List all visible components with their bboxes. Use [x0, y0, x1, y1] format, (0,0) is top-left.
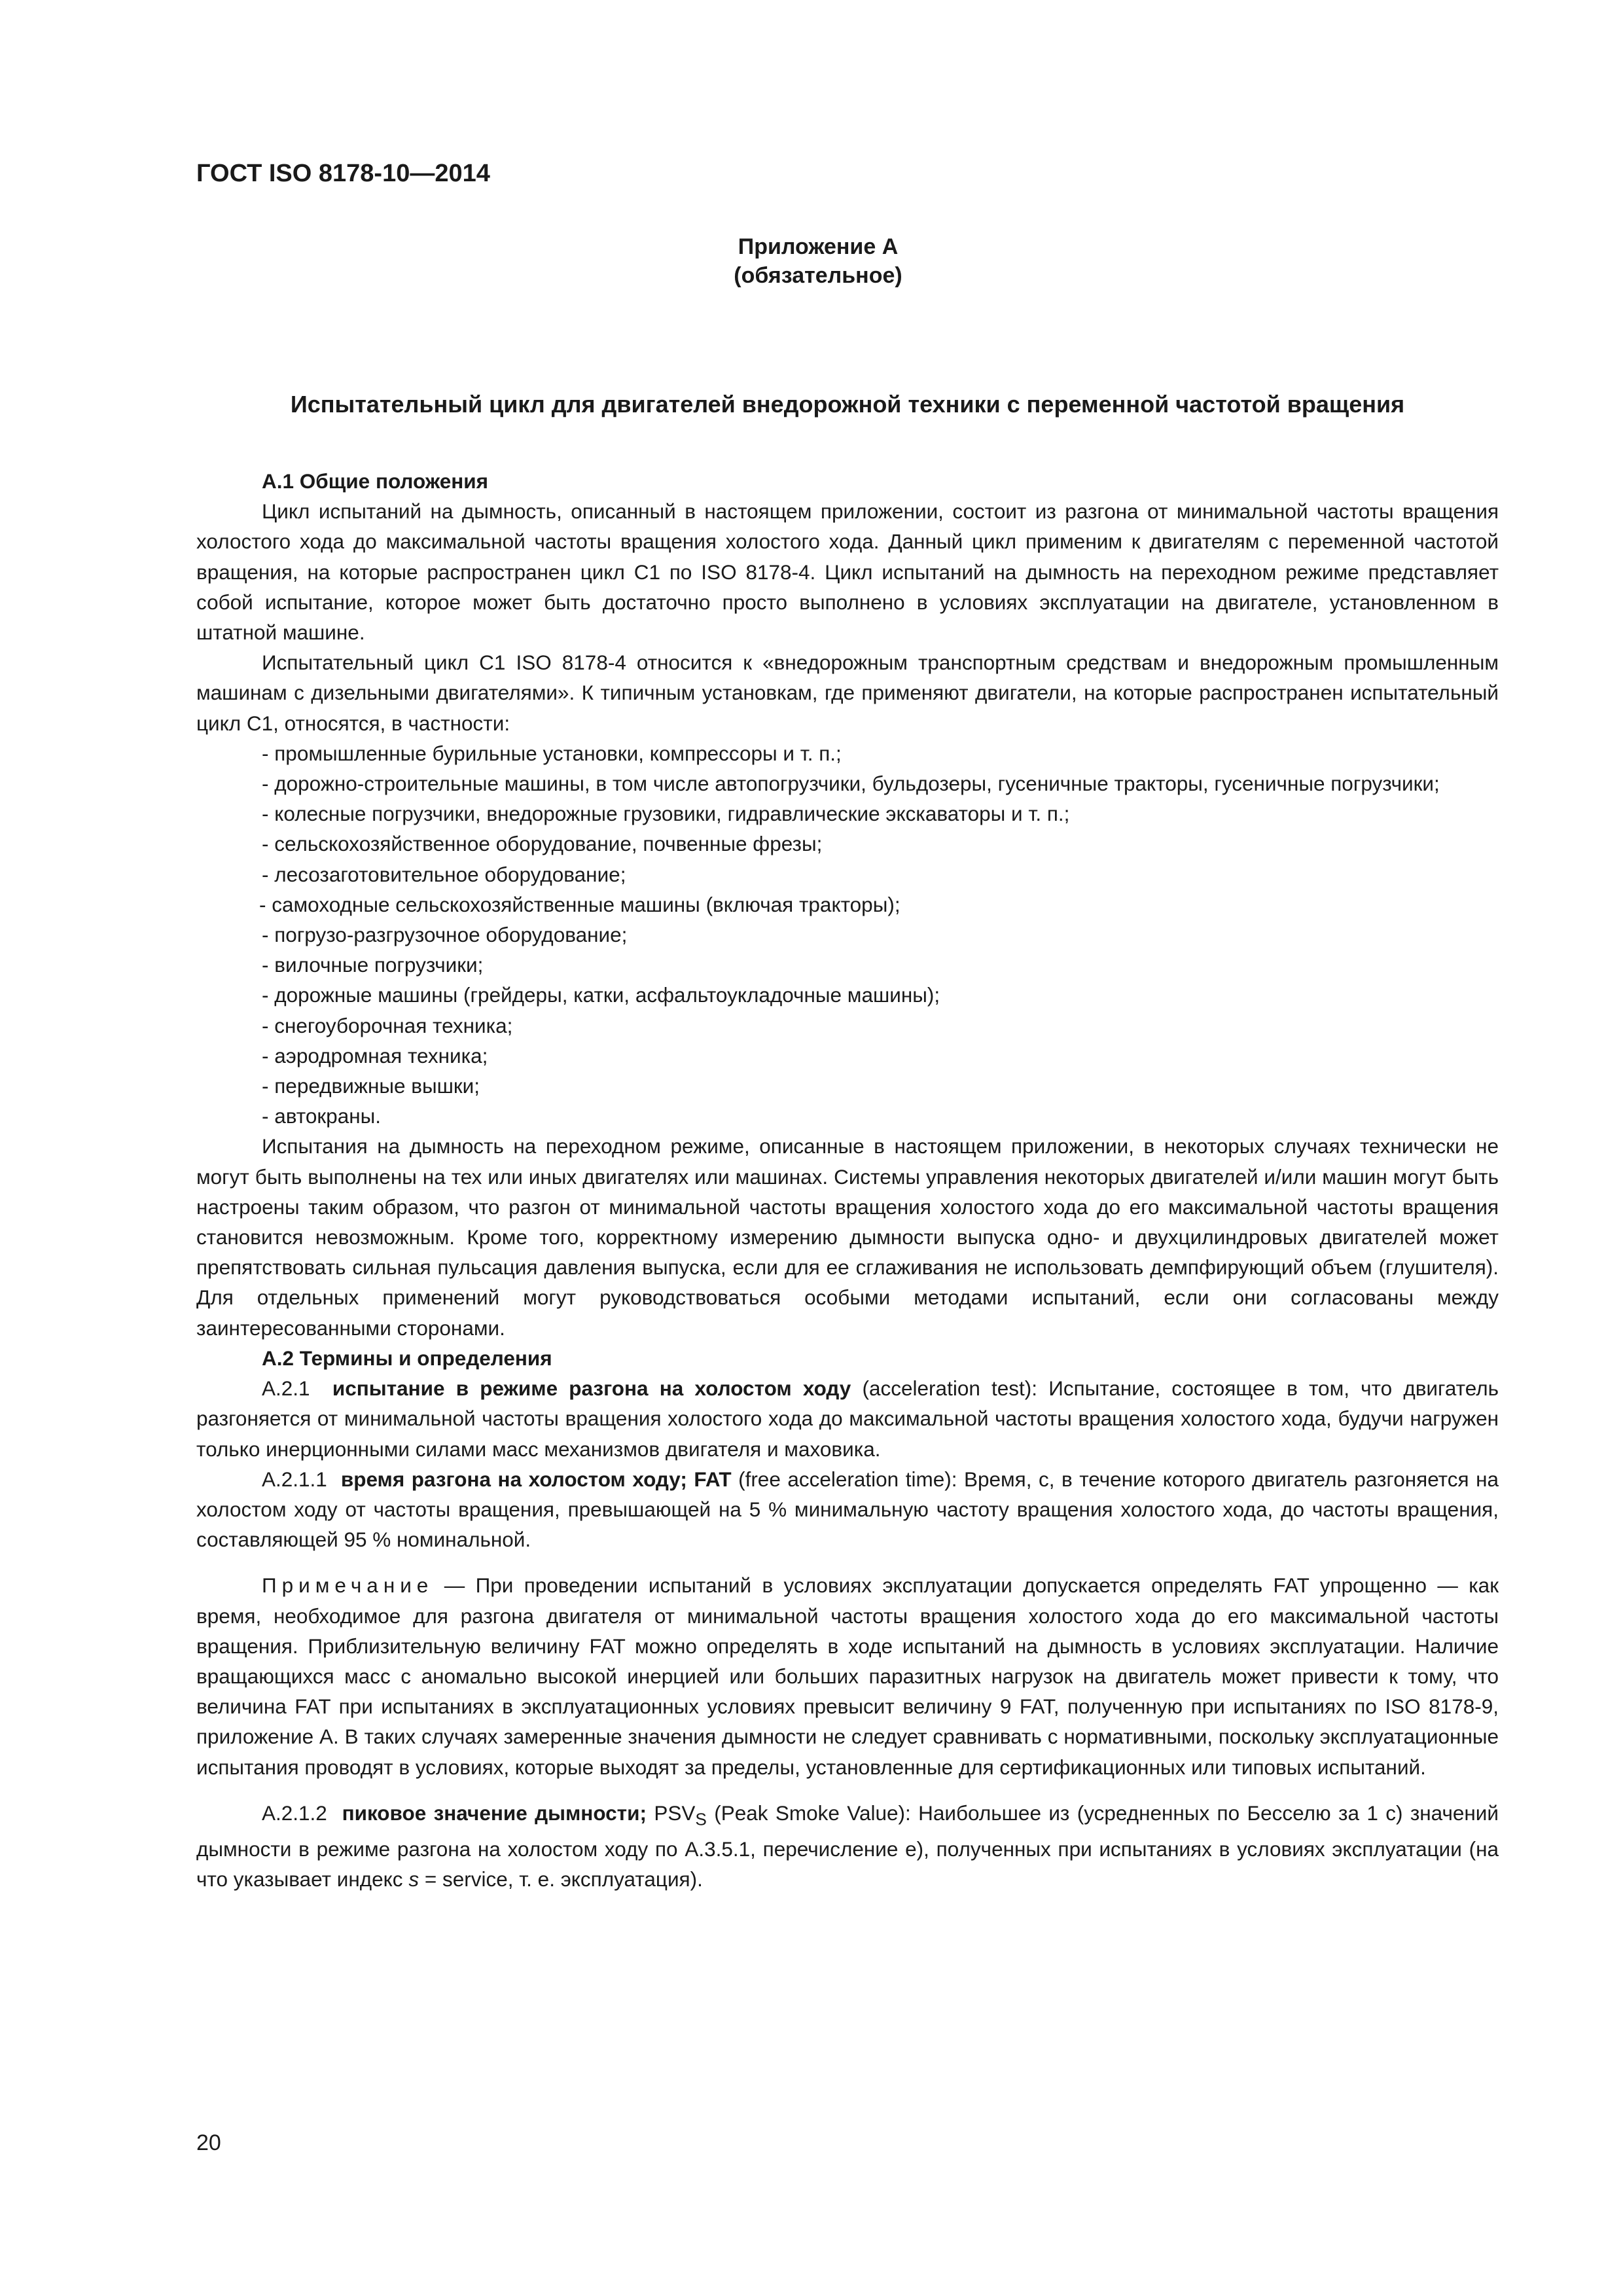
list-item: - автокраны.	[262, 1104, 382, 1128]
list-item: - колесные погрузчики, внедорожные грузовики, гидравлические экскаваторы и т. п.;	[262, 802, 1070, 826]
list-item: - аэродромная техника;	[262, 1043, 488, 1067]
definition-text: (acceleration test): Испытание, состоящее в том, что двигатель разгоняется от минимальной частоты вращения холостого хода до максимальной частоты вращения холостого хода, будучи нагружен только инерционными силами масс механизмов двигателя и маховика.	[196, 1376, 1499, 1461]
document-designation: ГОСТ ISO 8178-10—2014	[196, 160, 490, 187]
list-item: - лесозаготовительное оборудование;	[262, 862, 626, 886]
list-item: - вилочные погрузчики;	[262, 953, 484, 977]
page-number: 20	[196, 2130, 221, 2155]
list-item: - дорожные машины (грейдеры, катки, асфальтоукладочные машины);	[262, 983, 940, 1007]
paragraph: Испытания на дымность на переходном режиме, описанные в настоящем приложении, в некоторых случаях технически не могут быть выполнены на тех или иных двигателях или машинах. Системы управления некоторых двигателей и/или машин могут быть настроены таким образом, что разгон от минимальной частоты вращения холостого хода до его максимальной частоты вращения становится невозможным. Кроме того, корректному измерению дымности выпуска одно- и двухцилиндровых двигателей может препятствовать сильная пульсация давления выпуска, если для ее сглаживания не использовать демпфирующий объем (глушителя). Для отдельных применений могут руководствоваться особыми методами испытаний, если они согласованы между заинтересованными сторонами.	[196, 1134, 1499, 1340]
paragraph: Цикл испытаний на дымность, описанный в настоящем приложении, состоит из разгона от минимальной частоты вращения холостого хода до максимальной частоты вращения холостого хода. Данный цикл применим к двигателям с переменной частотой вращения, на которые распространен цикл С1 по ISO 8178-4. Цикл испытаний на дымность на переходном режиме представляет собой испытание, которое может быть достаточно просто выполнено в условиях эксплуатации на двигателе, установленном в штатной машине.	[196, 499, 1499, 645]
list-item: - передвижные вышки;	[262, 1074, 480, 1098]
list-item: - погрузо-разгрузочное оборудование;	[262, 923, 628, 947]
symbol: PSV	[654, 1801, 696, 1825]
list-item: - самоходные сельскохозяйственные машины (включая тракторы);	[259, 892, 901, 916]
appendix-title: Приложение А	[738, 234, 899, 259]
paragraph: Испытательный цикл С1 ISO 8178-4 относится к «внедорожным транспортным средствам и внедорожным промышленным машинам с дизельными двигателями». К типичным установкам, где применяют двигатели, на которые распространен испытательный цикл С1, относятся, в частности:	[196, 651, 1499, 735]
list-item: - сельскохозяйственное оборудование, почвенные фрезы;	[262, 832, 823, 856]
definition-text: (Peak Smoke Value): Наибольшее из (усредненных по Бесселю за 1 с) значений дымности в режиме разгона на холостом ходу по А.3.5.1, перечисление е), полученных при испытаниях в условиях эксплуатации (на что указывает индекс	[196, 1801, 1499, 1892]
appendix-heading	[681, 232, 955, 290]
clause-number: А.2.1.1	[262, 1467, 327, 1491]
defined-term: пиковое значение дымности;	[342, 1801, 647, 1825]
list-item: - промышленные бурильные установки, компрессоры и т. п.;	[262, 741, 842, 765]
main-title: Испытательный цикл для двигателей внедорожной техники с переменной частотой вращения	[290, 391, 1405, 418]
section-heading-a2: А.2 Термины и определения	[262, 1346, 552, 1370]
defined-term: испытание в режиме разгона на холостом ходу	[332, 1376, 851, 1401]
defined-term: время разгона на холостом ходу; FAT	[340, 1467, 732, 1491]
list-item: - дорожно-строительные машины, в том числе автопогрузчики, бульдозеры, гусеничные тракторы, гусеничные погрузчики;	[262, 772, 1440, 796]
note-text: — При проведении испытаний в условиях эксплуатации допускается определять FAT упрощенно — как время, необходимое для разгона двигателя от минимальной частоты вращения холостого хода до его максимальной частоты вращения. Приблизительную величину FAT можно определять в ходе испытаний на дымность в условиях эксплуатации. Наличие вращающихся масс с аномально высокой инерцией или больших паразитных нагрузок на двигатель может привести к тому, что величина FAT при испытаниях в эксплуатационных условиях превысит величину 9 FAT, полученную при испытаниях по ISO 8178-9, приложение А. В таких случаях замеренные значения дымности не следует сравнивать с нормативными, поскольку эксплуатационные испытания проводят в условиях, которые выходят за пределы, установленные для сертификационных или типовых испытаний.	[196, 1573, 1499, 1779]
definition-a2-1-1	[196, 1464, 1499, 1555]
note	[196, 1570, 1499, 1782]
clause-number: А.2.1	[262, 1376, 310, 1401]
note-label: Примечание	[262, 1573, 434, 1598]
definition-a2-1-2	[196, 1798, 1499, 1895]
symbol-subscript: S	[695, 1809, 707, 1829]
definition-a2-1	[196, 1373, 1499, 1464]
section-heading-a1: А.1 Общие положения	[262, 469, 489, 493]
list-item: - снегоуборочная техника;	[262, 1013, 513, 1037]
clause-number: А.2.1.2	[262, 1801, 327, 1825]
definition-text-end: = service, т. е. эксплуатация).	[419, 1867, 703, 1892]
definition-text: (free acceleration time): Время, с, в течение которого двигатель разгоняется на холостом ходу от частоты вращения, превышающей на 5 % минимальную частоту вращения холостого хода, до частоты вращения, составляющей 95 % номинальной.	[196, 1467, 1499, 1552]
index-letter: s	[408, 1867, 419, 1892]
appendix-status: (обязательное)	[734, 263, 902, 288]
body-text	[196, 466, 1499, 1895]
